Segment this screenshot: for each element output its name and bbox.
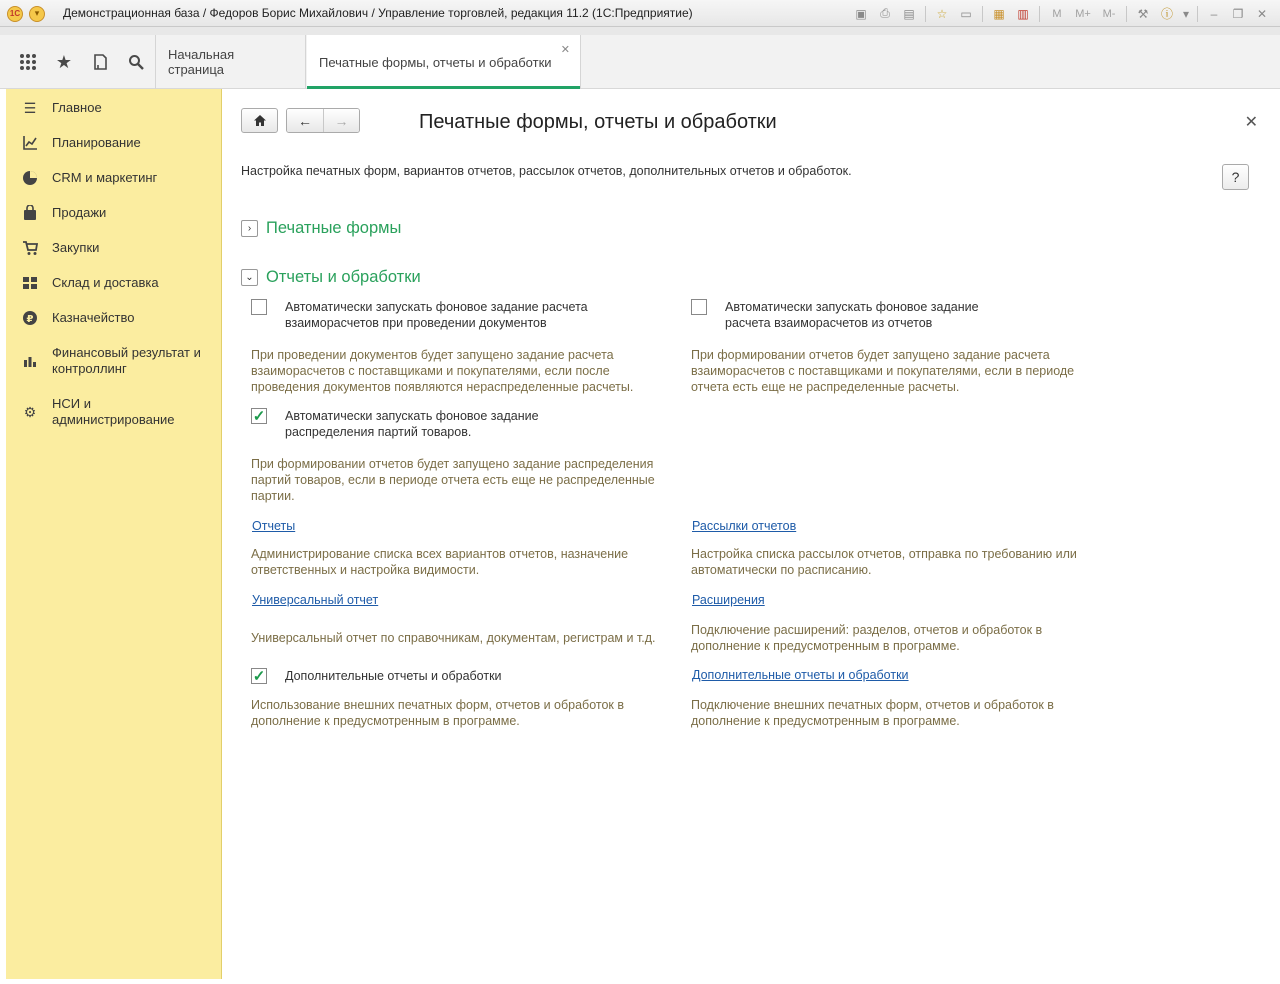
additional-reports-link[interactable] <box>692 668 909 682</box>
history-icon[interactable] <box>84 46 116 78</box>
help-button[interactable]: ? <box>1222 164 1249 190</box>
link-label[interactable]: Рассылки отчетов <box>692 519 797 533</box>
home-button[interactable] <box>241 108 278 133</box>
window-title: Демонстрационная база / Федоров Борис Михайлович / Управление торговлей, редакция 11.2 (1С:Предприятие) <box>63 6 693 20</box>
navigation-buttons <box>241 108 360 133</box>
setting-auto-batches <box>251 408 671 440</box>
setting-auto-settlements-reports <box>691 299 1111 331</box>
sidebar-item-label: Склад и доставка <box>52 275 159 290</box>
chevron-right-icon[interactable]: › <box>241 220 258 237</box>
setting-auto-settlements-docs <box>251 299 671 331</box>
restore-icon[interactable]: ❐ <box>1232 6 1244 21</box>
search-icon[interactable] <box>120 46 152 78</box>
shopping-bag-icon <box>20 205 40 221</box>
hint-text: Универсальный отчет по справочникам, документам, регистрам и т.д. <box>251 631 656 645</box>
panel-tools <box>6 35 156 89</box>
tab-home[interactable]: Начальная страница <box>156 35 306 89</box>
sidebar-item-sales[interactable] <box>6 205 114 221</box>
extensions-link[interactable] <box>692 593 765 607</box>
hint-text: При формировании отчетов будет запущено задание расчета взаиморасчетов с поставщиками и покупателями, если в периоде отчета есть еще не распределенные расчеты. <box>691 348 1075 394</box>
checkbox-label: Дополнительные отчеты и обработки <box>285 669 502 683</box>
window-titlebar <box>0 0 1280 27</box>
hint-text: Подключение внешних печатных форм, отчетов и обработок в дополнение к предусмотренным в программе. <box>691 698 1054 728</box>
favorites-star-icon[interactable]: ☆ <box>936 6 948 21</box>
group-title: Печатные формы <box>266 219 402 237</box>
hint-text: Настройка списка рассылок отчетов, отправка по требованию или автоматически по расписанию. <box>691 547 1077 577</box>
toolbar-separator <box>1197 6 1198 22</box>
checkbox-label: Автоматически запускать фоновое задание расчета взаиморасчетов при проведении документов <box>285 300 588 330</box>
warehouse-icon <box>20 275 40 291</box>
tabbar-strip <box>0 27 1280 35</box>
history-icon[interactable]: ▭ <box>960 6 972 21</box>
sidebar-item-crm[interactable] <box>6 170 165 186</box>
group-title: Отчеты и обработки <box>266 268 421 286</box>
tab-print-forms[interactable] <box>307 35 581 89</box>
history-navigation <box>286 108 360 133</box>
tab-close-icon[interactable]: ✕ <box>560 44 570 56</box>
planning-icon <box>20 135 40 151</box>
sidebar-item-purchases[interactable] <box>6 240 107 256</box>
link-label[interactable]: Расширения <box>692 593 765 607</box>
link-label[interactable]: Отчеты <box>252 519 296 533</box>
sidebar-item-label: Финансовый результат и контроллинг <box>52 345 201 376</box>
1c-logo-icon[interactable]: 1С <box>7 6 23 22</box>
bar-chart-icon <box>20 353 40 369</box>
sidebar-item-main[interactable] <box>6 100 110 116</box>
favorites-star-icon[interactable]: ★ <box>55 51 73 72</box>
toolbar-separator <box>1039 6 1040 22</box>
sidebar-item-warehouse[interactable] <box>6 275 167 291</box>
sidebar-item-label: Главное <box>52 100 102 115</box>
auto-settlements-docs-checkbox[interactable] <box>251 299 267 315</box>
page-title: Печатные формы, отчеты и обработки <box>419 111 777 133</box>
sidebar-item-treasury[interactable] <box>6 310 142 326</box>
save-icon[interactable]: ▣ <box>855 6 867 21</box>
checkbox-label: Автоматически запускать фоновое задание распределения партий товаров. <box>285 409 539 439</box>
close-window-icon[interactable]: ✕ <box>1256 6 1268 21</box>
hint-text: Подключение расширений: разделов, отчетов и обработок в дополнение к предусмотренным в программе. <box>691 623 1043 653</box>
sections-sidebar <box>6 89 222 979</box>
link-label[interactable]: Дополнительные отчеты и обработки <box>692 668 909 682</box>
sidebar-item-finance[interactable] <box>6 345 216 377</box>
link-label[interactable]: Универсальный отчет <box>252 593 379 607</box>
sidebar-item-planning[interactable] <box>6 135 149 151</box>
additional-reports-checkbox[interactable]: ✓ <box>252 668 266 685</box>
cart-icon <box>20 240 40 256</box>
calculator-icon[interactable]: ▦ <box>993 6 1005 21</box>
toolbar-separator <box>982 6 983 22</box>
gear-icon: ⚙ <box>23 403 37 420</box>
setting-additional-reports <box>251 668 671 684</box>
sidebar-item-label: Продажи <box>52 205 107 220</box>
memory-m-plus-button[interactable]: M+ <box>1075 7 1091 20</box>
group-reports[interactable] <box>241 268 421 287</box>
apps-grid-icon[interactable] <box>12 46 44 78</box>
minimize-icon[interactable]: – <box>1210 6 1218 21</box>
print-icon[interactable]: ⎙ <box>880 6 890 20</box>
dropdown-arrow-icon[interactable]: ▾ <box>1182 6 1190 21</box>
calendar-icon[interactable]: ▥ <box>1017 6 1029 21</box>
memory-m-button[interactable]: M <box>1052 7 1062 20</box>
chevron-down-icon[interactable]: ⌄ <box>241 269 258 286</box>
reports-link[interactable] <box>252 519 295 533</box>
checkbox-label: Автоматически запускать фоновое задание расчета взаиморасчетов из отчетов <box>725 300 979 330</box>
toolbar-separator <box>1126 6 1127 22</box>
sidebar-item-admin[interactable] <box>6 396 206 428</box>
back-arrow-icon[interactable]: ← <box>287 109 323 132</box>
mailings-link[interactable] <box>692 519 796 533</box>
menu-lines-icon: ☰ <box>23 99 37 116</box>
info-icon[interactable]: ⓘ <box>1160 7 1173 21</box>
content-area <box>222 89 1274 979</box>
universal-report-link[interactable] <box>252 593 378 607</box>
page-description: Настройка печатных форм, вариантов отчетов, рассылок отчетов, дополнительных отчетов и обработок. <box>241 164 852 178</box>
memory-m-minus-button[interactable]: M- <box>1102 7 1116 20</box>
hint-text: При проведении документов будет запущено задание расчета взаиморасчетов с поставщиками и покупателями, если после проведения документов появляются нераспределенные расчеты. <box>251 348 634 394</box>
sidebar-item-label: Планирование <box>52 135 141 150</box>
sidebar-item-label: Закупки <box>52 240 100 255</box>
svg-text:₽: ₽ <box>26 314 34 325</box>
sidebar-item-label: Казначейство <box>52 310 135 325</box>
main-menu-icon[interactable]: ▾ <box>29 6 45 22</box>
tab-label: Печатные формы, отчеты и обработки <box>319 54 552 70</box>
pie-chart-icon <box>20 170 40 186</box>
auto-settlements-reports-checkbox[interactable] <box>691 299 707 315</box>
hint-text: Администрирование списка всех вариантов отчетов, назначение ответственных и настройка видимости. <box>251 547 629 577</box>
forward-arrow-icon[interactable]: → <box>323 109 359 132</box>
toolbar-separator <box>925 6 926 22</box>
sidebar-item-label: CRM и маркетинг <box>52 170 158 185</box>
group-print-forms[interactable] <box>241 219 401 238</box>
preview-icon[interactable]: ▤ <box>903 6 915 21</box>
settings-wrench-icon[interactable]: ⚒ <box>1137 6 1149 21</box>
ruble-coin-icon <box>20 310 40 326</box>
hint-text: При формировании отчетов будет запущено задание распределения партий товаров, если в периоде отчета есть еще не распределенные партии. <box>251 457 655 503</box>
close-form-icon[interactable]: ✕ <box>1244 114 1258 131</box>
auto-batches-checkbox[interactable]: ✓ <box>252 408 266 425</box>
hint-text: Использование внешних печатных форм, отчетов и обработок в дополнение к предусмотренным в программе. <box>251 698 625 728</box>
sidebar-item-label: НСИ и администрирование <box>52 396 175 427</box>
titlebar-toolbar <box>851 4 1272 23</box>
